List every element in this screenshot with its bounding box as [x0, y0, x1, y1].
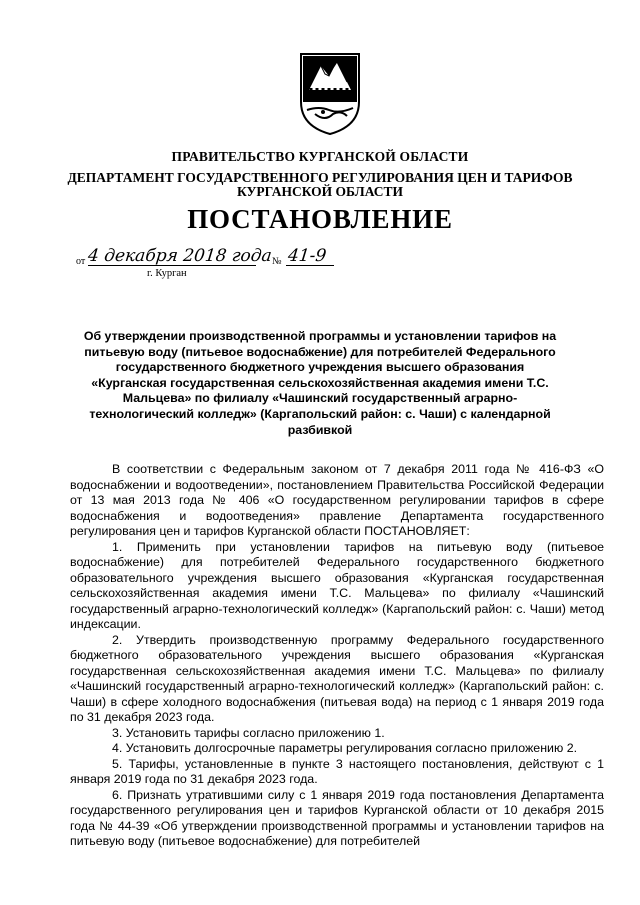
department-name: [0, 171, 640, 199]
department-name-line2: КУРГАНСКОЙ ОБЛАСТИ: [236, 184, 404, 199]
preamble-paragraph: В соответствии с Федеральным законом от 7 декабря 2011 года № 416-ФЗ «О водоснабжении и водоотведении», постановлением Правительства Российской Федерации от 13 мая 2013 года № 406 «О государственном регулировании тарифов в сфере водоснабжения и водоотведения» правление Департамента государственного регулирования цен и тарифов Курганской области ПОСТАНОВЛЯЕТ:: [70, 462, 604, 538]
document-type-title: ПОСТАНОВЛЕНИЕ: [187, 204, 453, 234]
item-1-paragraph: 1. Применить при установлении тарифов на питьевую воду (питьевое водоснабжение) для потребителей Федерального государственного бюджетного образовательного учреждения высшего образования «Курганская государственная сельскохозяйственная академия имени Т.С. Мальцева» по филиалу «Чашинский государственный аграрно-технологический колледж» (Каргапольский район: с. Чаши) метод индексации.: [70, 539, 604, 631]
date-number-line: [76, 246, 396, 272]
department-name-line1: ДЕПАРТАМЕНТ ГОСУДАРСТВЕННОГО РЕГУЛИРОВАНИЯ ЦЕН И ТАРИФОВ: [67, 170, 573, 185]
handwritten-date: 4 декабря 2018 года: [86, 246, 273, 266]
date-underline: [88, 265, 256, 266]
number-label: №: [272, 256, 282, 267]
item-2-paragraph: 2. Утвердить производственную программу Федерального государственного бюджетного образовательного учреждения высшего образования «Курганская государственная сельскохозяйственная академия имени Т.С. Мальцева» по филиалу «Чашинский государственный аграрно-технологический колледж» (Каргапольский район: с. Чаши) в сфере холодного водоснабжения (питьевая вода) на период с 1 января 2019 года по 31 декабря 2023 года.: [70, 632, 604, 724]
handwritten-number: 41-9: [286, 246, 328, 266]
date-from-label: от: [76, 256, 86, 267]
document-body: [70, 462, 604, 850]
kurgan-region-coat-of-arms-icon: [299, 52, 361, 136]
number-underline: [286, 265, 334, 266]
item-3-paragraph: 3. Установить тарифы согласно приложению 1.: [112, 725, 385, 740]
item-4-paragraph: 4. Установить долгосрочные параметры регулирования согласно приложению 2.: [112, 741, 578, 755]
document-subject: Об утверждении производственной программы и установлении тарифов на питьевую воду (питьевое водоснабжение) для потребителей Федерального государственного бюджетного учреждения высшего образования «Курганская государственная сельскохозяйственная академия имени Т.С. Мальцева» по филиалу «Чашинский государственный аграрно-технологический колледж» (Каргапольский район: с. Чаши) с календарной разбивкой: [83, 329, 557, 437]
item-5-paragraph: 5. Тарифы, установленные в пункте 3 настоящего постановления, действуют с 1 января 2019 года по 31 декабря 2023 года.: [70, 756, 604, 786]
government-name: ПРАВИТЕЛЬСТВО КУРГАНСКОЙ ОБЛАСТИ: [171, 149, 469, 164]
item-6-paragraph: 6. Признать утратившими силу с 1 января 2019 года постановления Департамента государственного регулирования цен и тарифов Курганской области от 10 декабря 2015 года № 44-39 «Об утверждении производственной программы и установлении тарифов на питьевую воду (питьевое водоснабжение) для потребителей: [70, 787, 604, 848]
city-label: г. Курган: [147, 268, 187, 279]
